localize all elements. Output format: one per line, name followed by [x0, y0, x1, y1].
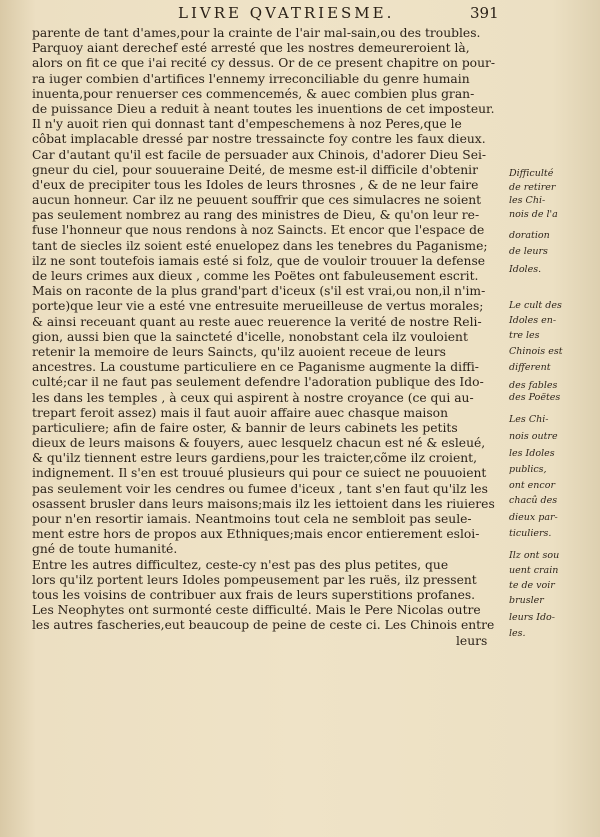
- page-number: 391: [470, 4, 499, 22]
- text-line: & qu'ilz tiennent estre leurs gardiens,pour les traicter,cõme ilz croient,: [32, 451, 478, 466]
- margin-note: doration: [509, 230, 550, 241]
- text-line: les autres fascheries,eut beaucoup de peine de ceste ci. Les Chinois entre: [32, 618, 495, 633]
- margin-note: les Idoles: [509, 448, 555, 459]
- text-line: ilz ne sont toutefois iamais esté si folz, que de vouloir trouuer la defense: [32, 253, 486, 268]
- text-line: Mais on raconte de la plus grand'part d'iceux (s'il est vrai,ou non,il n'im-: [32, 284, 486, 299]
- margin-note: tre les: [509, 330, 540, 341]
- text-line: & ainsi receuant quant au reste auec reuerence la verité de nostre Reli-: [32, 314, 482, 329]
- text-line: d'eux de precipiter tous les Idoles de leurs throsnes , & de ne leur faire: [32, 177, 479, 192]
- text-line: porte)que leur vie a esté vne entresuite merueilleuse de vertus morales;: [32, 299, 484, 314]
- text-line: parente de tant d'ames,pour la crainte de l'air mal-sain,ou des troubles.: [32, 26, 481, 40]
- text-line: de puissance Dieu a reduit à neant toutes les inuentions de cet imposteur.: [32, 101, 495, 116]
- text-line: les dans les temples , à ceux qui aspirent à nostre croyance (ce qui au-: [32, 390, 474, 405]
- margin-note: ticuliers.: [509, 528, 552, 539]
- text-line: Les Neophytes ont surmonté ceste difficulté. Mais le Pere Nicolas outre: [32, 603, 481, 618]
- text-line: Car d'autant qu'il est facile de persuader aux Chinois, d'adorer Dieu Sei-: [32, 147, 487, 162]
- text-line: pas seulement voir les cendres ou fumee d'iceux , tant s'en faut qu'ilz les: [32, 481, 488, 496]
- text-line: alors on fit ce que i'ai recité cy dessus. Or de ce present chapitre on pour-: [32, 56, 496, 71]
- margin-note: Idoles en-: [509, 315, 557, 326]
- text-line: gné de toute humanité.: [32, 542, 178, 557]
- margin-note: dieux par-: [509, 512, 558, 523]
- margin-note: Difficulté: [509, 168, 554, 179]
- text-line: culté;car il ne faut pas seulement defendre l'adoration publique des Ido-: [32, 375, 484, 390]
- text-line: lors qu'ilz portent leurs Idoles pompeusement par les ruës, ilz pressent: [32, 572, 477, 587]
- text-line: aucun honneur. Car ilz ne peuuent souffrir que ces simulacres ne soient: [32, 193, 482, 208]
- text-line: ra iuger combien d'artifices l'ennemy irreconciliable du genre humain: [32, 71, 470, 86]
- margin-note: Ilz ont sou: [509, 550, 560, 561]
- text-line: de leurs crimes aux dieux , comme les Poëtes ont fabuleusement escrit.: [32, 269, 479, 283]
- text-line: pas seulement nombrez au rang des ministres de Dieu, & qu'on leur re-: [32, 208, 480, 223]
- margin-note: brusler: [509, 595, 544, 606]
- margin-note: Idoles.: [509, 264, 542, 275]
- text-line: gneur du ciel, pour souueraine Deité, de mesme est-il difficile d'obtenir: [32, 162, 478, 177]
- margin-note: chacû des: [509, 495, 558, 506]
- text-line: dieux de leurs maisons & fouyers, auec lesquelz chacun est né & esleué,: [32, 436, 486, 451]
- margin-note: des fables: [509, 380, 558, 391]
- text-line: ancestres. La coustume particuliere en ce Paganisme augmente la diffi-: [32, 360, 479, 375]
- text-line: retenir la memoire de leurs Saincts, qu'ilz auoient receue de leurs: [32, 344, 446, 359]
- text-line: pour n'en resortir iamais. Neantmoins tout cela ne sembloit pas seule-: [32, 512, 472, 526]
- text-line: osassent brusler dans leurs maisons;mais ilz les iettoient dans les riuieres: [32, 496, 495, 511]
- text-line: Il n'y auoit rien qui donnast tant d'empeschemens à noz Peres,que le: [32, 117, 462, 132]
- body-text: [32, 26, 512, 649]
- margin-note: Chinois est: [509, 346, 563, 357]
- margin-note: te de voir: [509, 580, 555, 591]
- margin-note: publics,: [509, 464, 547, 475]
- text-line: côbat implacable dressé par nostre tressaincte foy contre les faux dieux.: [32, 132, 486, 147]
- text-line: Entre les autres difficultez, ceste-cy n'est pas des plus petites, que: [32, 557, 449, 572]
- running-head: LIVRE QVATRIESME.: [178, 4, 395, 22]
- margin-note: les Chi-: [509, 195, 546, 206]
- margin-note: de leurs: [509, 246, 548, 257]
- text-line: Parquoy aiant derechef esté arresté que les nostres demeureroient là,: [32, 41, 470, 56]
- catchword: leurs: [456, 633, 488, 648]
- text-line: trepart feroit assez) mais il faut auoir affaire auec chasque maison: [32, 405, 448, 420]
- text-line: inuenta,pour renuerser ces commencemés, & auec combien plus gran-: [32, 86, 475, 101]
- text-line: tant de siecles ilz soient esté enuelopez dans les tenebres du Paganisme;: [32, 238, 488, 253]
- text-line: indignement. Il s'en est trouué plusieurs qui pour ce suiect ne pouuoient: [32, 466, 487, 481]
- margin-note: Le cult des: [509, 300, 562, 311]
- text-line: tous les voisins de contribuer aux frais de leurs superstitions profanes.: [32, 587, 476, 602]
- margin-note: Les Chi-: [509, 414, 549, 425]
- page-header: [0, 2, 600, 24]
- text-line: fuse l'honneur que nous rendons à noz Saincts. Et encor que l'espace de: [32, 223, 485, 238]
- margin-note: nois outre: [509, 431, 558, 442]
- margin-note: nois de l'a: [509, 209, 558, 220]
- margin-note: des Poëtes: [509, 392, 561, 403]
- margin-note: uent crain: [509, 565, 559, 576]
- text-line: particuliere; afin de faire oster, & bannir de leurs cabinets les petits: [32, 420, 458, 435]
- margin-note: leurs Ido-: [509, 612, 555, 623]
- text-line: ment estre hors de propos aux Ethniques;mais encor entierement esloi-: [32, 527, 480, 542]
- margin-note: ont encor: [509, 480, 555, 491]
- margin-note: de retirer: [509, 182, 556, 193]
- text-line: gion, aussi bien que la saincteté d'icelle, nonobstant cela ilz vouloient: [32, 329, 468, 344]
- margin-note: les.: [509, 628, 526, 639]
- margin-note: different: [509, 362, 551, 373]
